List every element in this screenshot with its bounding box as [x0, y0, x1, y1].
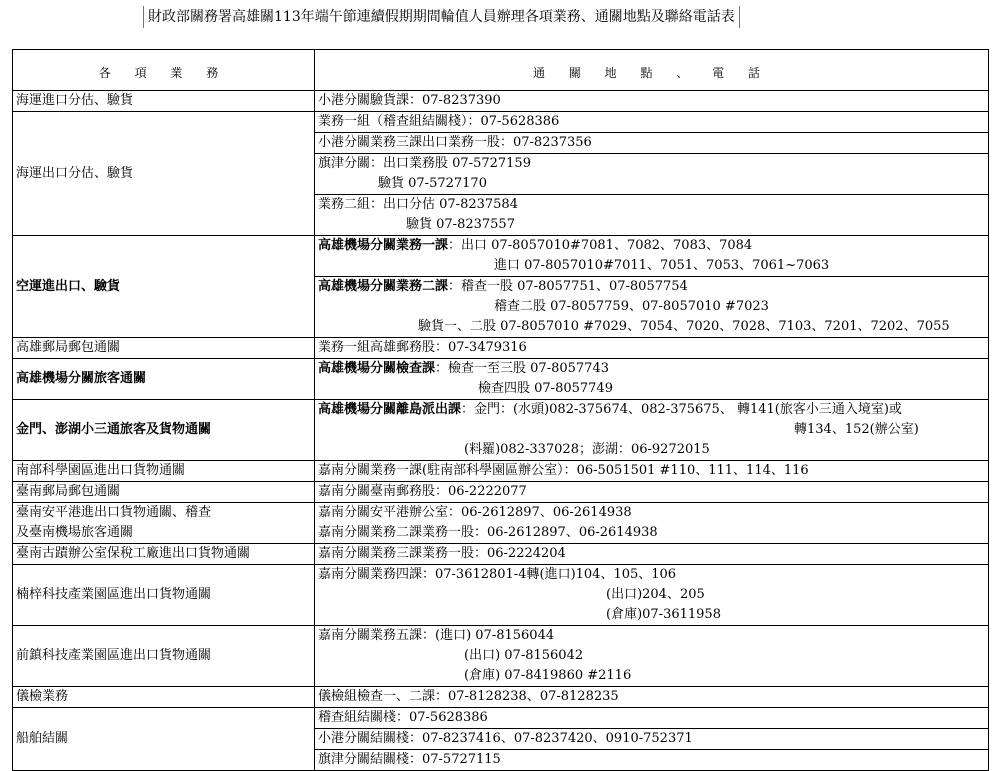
task-cell [13, 503, 315, 544]
unit-name: 高雄機場分關離島派出課 [318, 402, 462, 417]
location-cell: 小港分關業務三課出口業務一股：07-8237356 [315, 133, 989, 154]
table-row [13, 708, 989, 729]
location-line: (出口)204、205 [606, 587, 705, 602]
location-line [318, 277, 985, 297]
location-cell [315, 565, 989, 626]
location-line: (倉庫)07-3611958 [606, 607, 721, 622]
table-row [13, 503, 989, 544]
location-line: 驗貨 07-8237557 [406, 217, 515, 232]
location-text: ：出口 07-8057010#7081、7082、7083、7084 [448, 238, 753, 253]
location-cell [315, 277, 989, 338]
task-cell: 臺南郵局郵包通關 [13, 482, 315, 503]
location-line: 驗貨 07-5727170 [378, 176, 487, 191]
table-row [13, 400, 989, 461]
location-cell: 嘉南分關臺南郵務股：06-2222077 [315, 482, 989, 503]
location-line: 嘉南分關業務五課：(進口) 07-8156044 [318, 628, 555, 643]
location-text: ：稽查一股 07-8057751、07-8057754 [448, 279, 688, 294]
location-line [318, 236, 985, 256]
location-line [318, 400, 985, 420]
task-cell: 儀檢業務 [13, 687, 315, 708]
location-line: (料羅)082-337028；澎湖：06-9272015 [464, 442, 710, 457]
location-cell [315, 626, 989, 687]
location-text: ：金門：(水頭)082-375674、082-375675、 轉141(旅客小三通入境室)或 [461, 402, 902, 417]
table-row [13, 112, 989, 133]
location-line: 稽查二股 07-8057759、07-8057010 #7023 [494, 299, 769, 314]
header-tasks: 各 項 業 務 [13, 50, 315, 91]
task-cell: 南部科學園區進出口貨物通關 [13, 461, 315, 482]
location-line: 旗津分關：出口業務股 07-5727159 [318, 156, 531, 171]
location-cell: 業務一組高雄郵務股：07-3479316 [315, 338, 989, 359]
table-row [13, 626, 989, 687]
location-cell: 旗津分關結關棧：07-5727115 [315, 750, 989, 771]
unit-name: 高雄機場分關業務二課 [318, 279, 449, 294]
location-line: (出口) 07-8156042 [464, 648, 584, 663]
task-cell: 海運出口分估、驗貨 [13, 112, 315, 236]
table-row [13, 359, 989, 400]
header-locations: 通 關 地 點 、 電 話 [315, 50, 989, 91]
location-cell: 嘉南分關業務三課業務一股：06-2224204 [315, 544, 989, 565]
unit-name: 高雄機場分關檢查課 [318, 361, 436, 376]
location-cell: 嘉南分關業務一課(駐南部科學園區辦公室）：06-5051501 #110、111、114、116 [315, 461, 989, 482]
location-line: 進口 07-8057010#7011、7051、7053、7061~7063 [494, 258, 830, 273]
location-line: 嘉南分關業務四課：07-3612801-4轉(進口)104、105、106 [318, 567, 677, 582]
unit-name: 高雄機場分關業務一課 [318, 238, 449, 253]
task-cell: 楠梓科技產業園區進出口貨物通關 [13, 565, 315, 626]
table-row [13, 482, 989, 503]
location-cell [315, 236, 989, 277]
task-cell: 高雄郵局郵包通關 [13, 338, 315, 359]
location-cell: 小港分關結關棧：07-8237416、07-8237420、0910-752371 [315, 729, 989, 750]
location-cell: 儀檢組檢查一、二課：07-8128238、07-8128235 [315, 687, 989, 708]
table-row [13, 461, 989, 482]
location-line: 業務二組：出口分估 07-8237584 [318, 197, 518, 212]
location-cell [315, 400, 989, 461]
task-cell: 船舶結關 [13, 708, 315, 771]
location-line: 嘉南分關業務二課業務一股：06-2612897、06-2614938 [318, 525, 658, 540]
page-title: 財政部關務署高雄關113年端午節連續假期期間輪值人員辦理各項業務、通關地點及聯絡電話表 [143, 6, 740, 28]
table-row [13, 236, 989, 277]
task-line: 及臺南機場旅客通關 [16, 525, 134, 540]
table-header-row [13, 50, 989, 91]
location-line: 檢查四股 07-8057749 [478, 381, 613, 396]
location-text: ：檢查一至三股 07-8057743 [435, 361, 609, 376]
task-line: 臺南安平港進出口貨物通關、稽查 [16, 505, 212, 520]
location-cell [315, 154, 989, 195]
location-line: 驗貨一、二股 07-8057010 #7029、7054、7020、7028、7103、7201、7202、7055 [418, 319, 950, 334]
task-cell: 高雄機場分關旅客通關 [13, 359, 315, 400]
table-row [13, 338, 989, 359]
location-cell [315, 195, 989, 236]
task-cell: 金門、澎湖小三通旅客及貨物通關 [13, 400, 315, 461]
contact-table [12, 49, 989, 771]
location-cell: 稽查組結關棧：07-5628386 [315, 708, 989, 729]
table-row [13, 544, 989, 565]
table-row [13, 565, 989, 626]
table-row [13, 91, 989, 112]
location-line: 轉134、152(辦公室) [794, 422, 919, 437]
task-cell: 臺南古蹟辦公室保稅工廠進出口貨物通關 [13, 544, 315, 565]
location-line: 嘉南分關安平港辦公室：06-2612897、06-2614938 [318, 505, 632, 520]
location-line [318, 359, 985, 379]
location-cell [315, 503, 989, 544]
location-cell [315, 359, 989, 400]
location-cell: 業務一組（稽查組結關棧）：07-5628386 [315, 112, 989, 133]
task-cell: 前鎮科技產業園區進出口貨物通關 [13, 626, 315, 687]
location-cell: 小港分關驗貨課：07-8237390 [315, 91, 989, 112]
table-row [13, 687, 989, 708]
task-cell: 空運進出口、驗貨 [13, 236, 315, 338]
location-line: (倉庫) 07-8419860 #2116 [464, 668, 632, 683]
task-cell: 海運進口分估、驗貨 [13, 91, 315, 112]
